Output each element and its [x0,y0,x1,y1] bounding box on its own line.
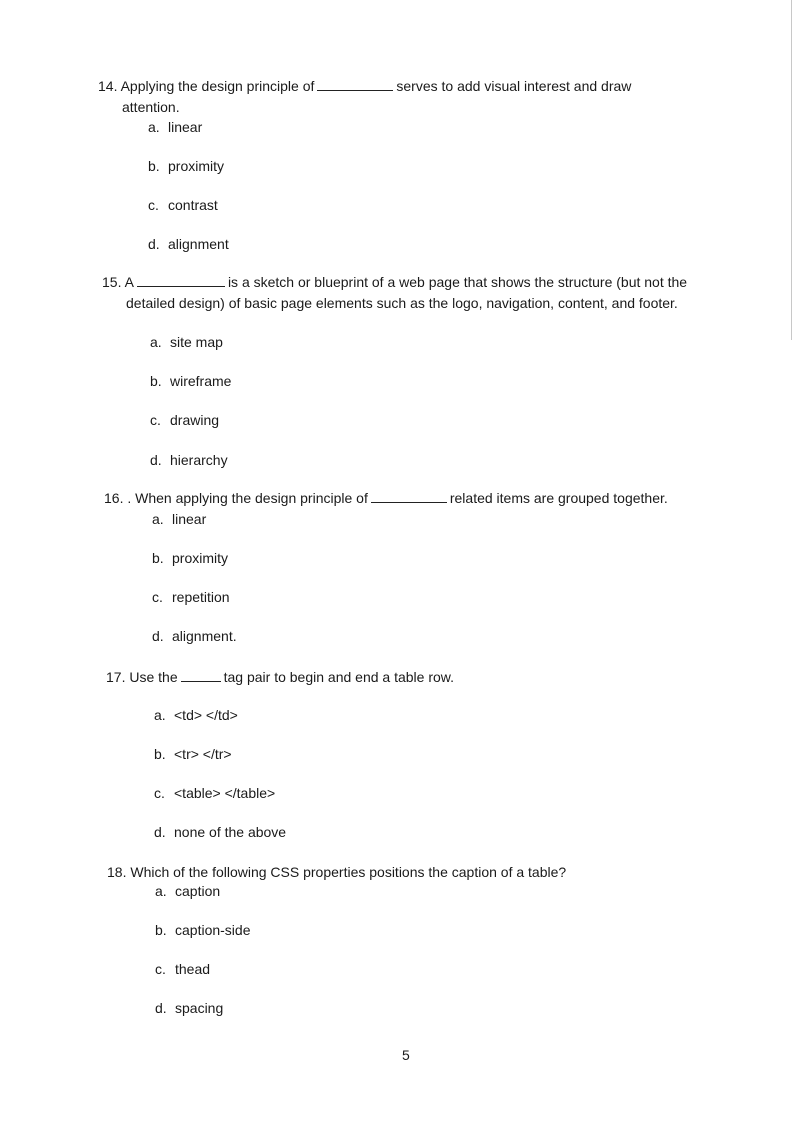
option-b [150,373,231,389]
option-a [150,334,223,350]
option-text: <table> </table> [174,785,276,801]
option-text: repetition [172,589,230,605]
option-text: spacing [175,1000,224,1016]
option-text: hierarchy [170,452,228,468]
option-letter: d. [155,1000,167,1016]
option-d [148,236,229,252]
option-text: <td> </td> [174,707,238,723]
option-text: alignment [168,236,229,252]
option-text: alignment. [172,628,237,644]
question-number: 18. [107,864,127,880]
option-letter: d. [154,824,166,840]
question-18 [107,862,747,883]
question-17 [106,667,746,688]
option-letter: d. [148,236,160,252]
option-d [155,1000,223,1016]
question-number: 15. [102,274,122,290]
question-text: Which of the following CSS properties positions the caption of a table? [130,864,567,880]
question-text: Applying the design principle of [120,78,315,94]
option-a [154,707,238,723]
option-text: none of the above [174,824,287,840]
option-a [148,119,202,135]
page-number: 5 [402,1047,410,1063]
option-text: caption-side [175,922,251,938]
option-a [155,883,220,899]
option-letter: b. [150,373,162,389]
option-letter: d. [152,628,164,644]
option-letter: c. [155,961,166,977]
option-text: wireframe [170,373,232,389]
option-text: drawing [170,412,220,428]
option-letter: b. [152,550,164,566]
question-15 [102,272,752,314]
option-text: linear [168,119,203,135]
question-text: . When applying the design principle of [127,490,368,506]
question-text: A [124,274,134,290]
option-b [152,550,228,566]
option-letter: c. [154,785,165,801]
option-text: caption [175,883,221,899]
option-letter: a. [150,334,162,350]
option-text: thead [175,961,211,977]
option-c [155,961,210,977]
answer-blank [317,78,393,91]
option-d [150,452,228,468]
option-text: proximity [172,550,229,566]
option-text: <tr> </tr> [174,746,232,762]
option-b [154,746,232,762]
option-letter: a. [152,511,164,527]
option-c [150,412,219,428]
question-text: attention. [122,99,180,115]
question-16 [104,488,754,509]
question-text: related items are grouped together. [449,490,668,506]
option-d [154,824,286,840]
answer-blank [371,490,447,503]
option-text: proximity [168,158,225,174]
question-number: 14. [98,78,118,94]
option-letter: a. [154,707,166,723]
question-text: tag pair to begin and end a table row. [223,669,455,685]
option-text: site map [170,334,223,350]
option-letter: b. [148,158,160,174]
option-letter: a. [148,119,160,135]
option-c [152,589,230,605]
option-c [154,785,275,801]
question-text: detailed design) of basic page elements such as the logo, navigation, content, and footer. [126,295,678,311]
option-letter: b. [154,746,166,762]
question-number: 16. [104,490,124,506]
option-b [155,922,251,938]
option-letter: c. [150,412,161,428]
option-a [152,511,206,527]
option-d [152,628,237,644]
question-text: Use the [129,669,178,685]
option-letter: c. [152,589,163,605]
question-text: is a sketch or blueprint of a web page that shows the structure (but not the [227,274,688,290]
question-number: 17. [106,669,126,685]
option-c [148,197,218,213]
scan-edge [791,0,792,340]
option-letter: d. [150,452,162,468]
question-text: serves to add visual interest and draw [396,78,632,94]
option-text: contrast [168,197,218,213]
answer-blank [181,669,221,682]
option-text: linear [172,511,207,527]
option-b [148,158,224,174]
option-letter: c. [148,197,159,213]
option-letter: b. [155,922,167,938]
answer-blank [137,274,225,287]
question-14 [98,76,738,118]
option-letter: a. [155,883,167,899]
